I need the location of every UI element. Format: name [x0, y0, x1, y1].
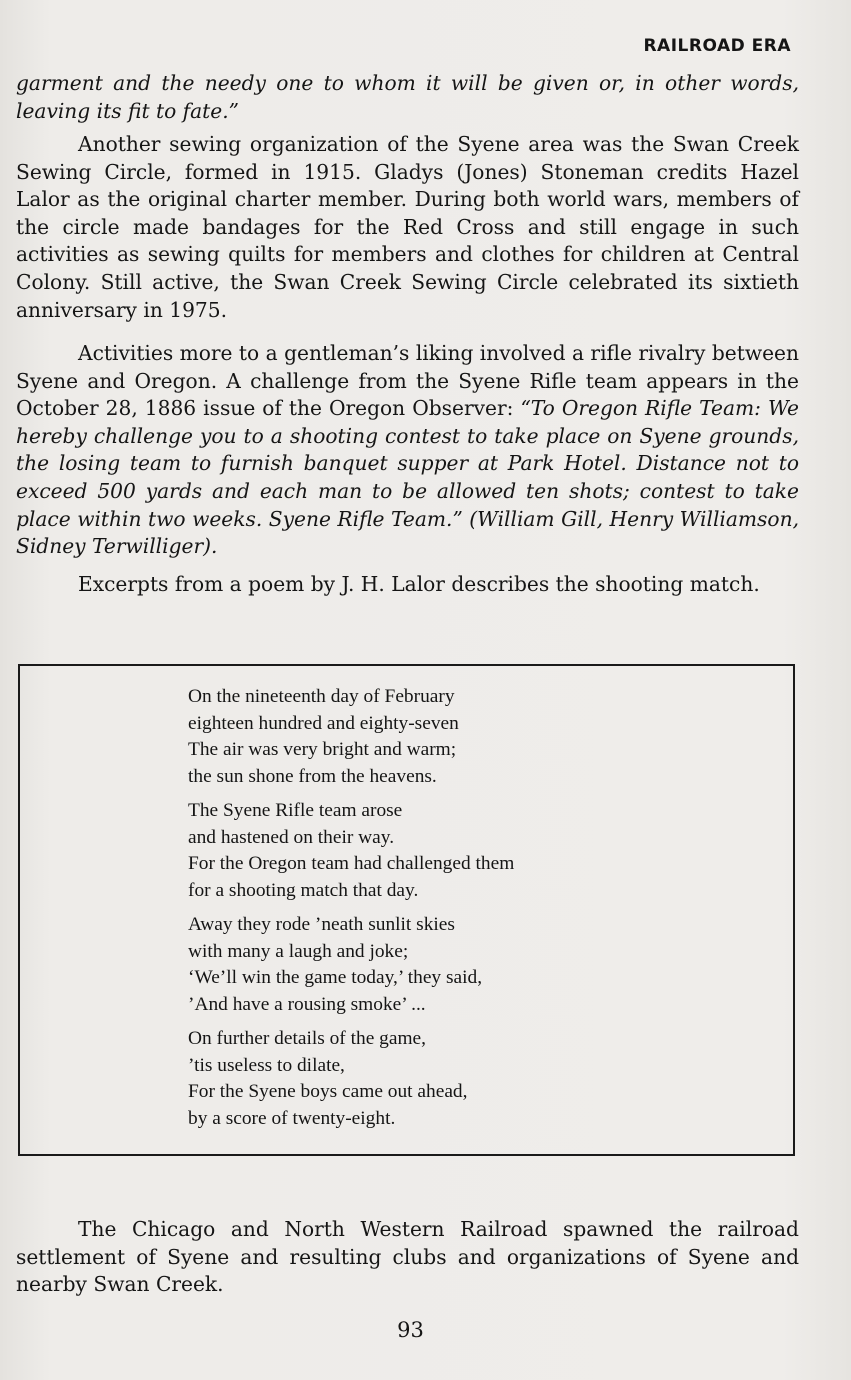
poem-line: by a score of twenty-eight.	[188, 1107, 396, 1129]
poem-line: For the Oregon team had challenged them	[188, 853, 515, 874]
poem-line: On further details of the game,	[188, 1028, 426, 1049]
poem-stanza	[188, 912, 514, 1018]
running-header: RAILROAD ERA	[643, 36, 791, 56]
poem-line: The Syene Rifle team arose	[188, 800, 403, 821]
rifle-rivalry-paragraph	[16, 340, 799, 561]
poem-line: On the nineteenth day of February	[188, 686, 455, 707]
poem-line: ’And have a rousing smoke’ ...	[188, 993, 426, 1015]
poem-line: For the Syene boys came out ahead,	[188, 1081, 468, 1102]
poem-line: and hastened on their way.	[188, 826, 395, 848]
poem-line: for a shooting match that day.	[188, 879, 419, 901]
poem-stanza	[188, 798, 514, 904]
page-number: 93	[397, 1318, 424, 1342]
rifle-challenge-quote: “To Oregon Rifle Team: We hereby challenge you to a shooting contest to take place on Syene grounds, the losing team to furnish banquet supper at Park Hotel. Distance not to exceed 500 yards and each man to be allowed ten shots; contest to take place within two weeks. Syene Rifle Team.” (William Gill, Henry Williamson, Sidney Terwilliger).	[16, 396, 799, 559]
swan-creek-paragraph: Another sewing organization of the Syene area was the Swan Creek Sewing Circle, formed in 1915. Gladys (Jones) Stoneman credits Hazel Lalor as the original charter member. During both world wars, members of the circle made bandages for the Red Cross and still engage in such activities as sewing quilts for members and clothes for children at Central Colony. Still active, the Swan Creek Sewing Circle celebrated its sixtieth anniversary in 1975.	[16, 132, 799, 322]
poem-box	[18, 664, 795, 1156]
poem-stanza	[188, 684, 514, 790]
poem-stanza	[188, 1026, 514, 1132]
poem	[188, 684, 514, 1140]
poem-line: ’tis useless to dilate,	[188, 1054, 345, 1076]
poem-intro-paragraph: Excerpts from a poem by J. H. Lalor describes the shooting match.	[78, 572, 760, 596]
closing-paragraph: The Chicago and North Western Railroad spawned the railroad settlement of Syene and resulting clubs and organizations of Syene and nearby Swan Creek.	[16, 1217, 799, 1297]
poem-line: Away they rode ’neath sunlit skies	[188, 914, 455, 935]
poem-line: The air was very bright and warm;	[188, 739, 457, 760]
intro-text: garment and the needy one to whom it will be given or, in other words, leaving its fit to fate.”	[16, 71, 799, 123]
rifle-rivalry-text: Activities more to a gentleman’s liking involved a rifle rivalry between Syene and Oregon. A challenge from the Syene Rifle team appears in the October 28, 1886 issue of the Oregon Observer:	[16, 341, 799, 421]
poem-line: with many a laugh and joke;	[188, 940, 409, 962]
intro-paragraph	[16, 70, 799, 125]
poem-line: ‘We’ll win the game today,’ they said,	[188, 967, 483, 988]
poem-line: the sun shone from the heavens.	[188, 765, 437, 787]
poem-line: eighteen hundred and eighty-seven	[188, 712, 459, 734]
